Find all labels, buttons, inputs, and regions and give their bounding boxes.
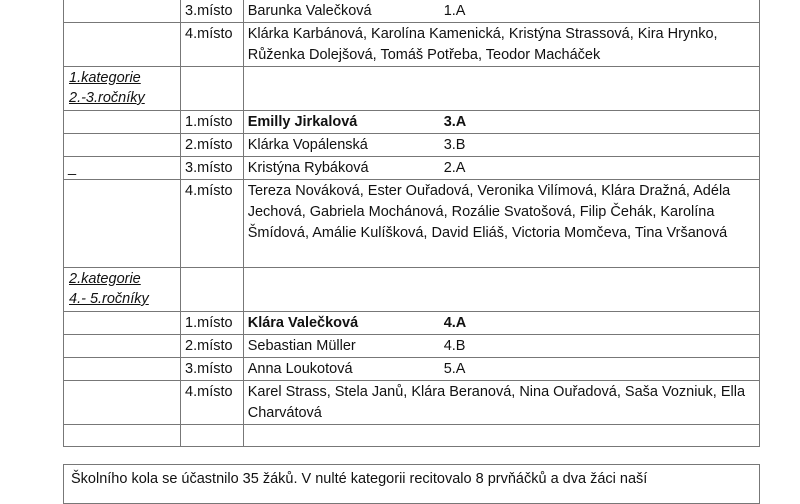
table-row xyxy=(64,67,760,111)
category-grades: 2.-3.ročníky xyxy=(69,90,145,106)
winner-name: Klárka Vopálenská xyxy=(247,137,368,153)
category-name: 2.kategorie xyxy=(69,271,141,287)
place-cell: 4.místo xyxy=(181,381,244,425)
category-name: 1.kategorie xyxy=(69,70,141,86)
winner-class: 3.B xyxy=(443,137,466,153)
table-row xyxy=(64,0,760,23)
winner-class: 1.A xyxy=(443,3,466,19)
winner-name: Sebastian Müller xyxy=(247,338,356,354)
winner-name: Klára Valečková xyxy=(247,315,359,331)
winner-cell xyxy=(243,134,759,157)
winner-class: 5.A xyxy=(443,361,466,377)
table-row xyxy=(64,312,760,335)
results-table xyxy=(63,0,760,447)
winner-cell xyxy=(243,335,759,358)
place-cell: 3.místo xyxy=(181,157,244,180)
table-row xyxy=(64,425,760,447)
place-cell: 2.místo xyxy=(181,335,244,358)
category-cell xyxy=(64,358,181,381)
table-row xyxy=(64,358,760,381)
table-row xyxy=(64,111,760,134)
place-cell: 3.místo xyxy=(181,0,244,23)
winner-class: 4.B xyxy=(443,338,466,354)
category-cell xyxy=(64,180,181,268)
category-label xyxy=(64,67,181,111)
winner-cell xyxy=(243,0,759,23)
place-cell: 4.místo xyxy=(181,23,244,67)
place-cell xyxy=(181,268,244,312)
winner-name: Barunka Valečková xyxy=(247,3,372,19)
participants-cell: Klárka Karbánová, Karolína Kamenická, Kristýna Strassová, Kira Hrynko, Růženka Dolejšová, Tomáš Potřeba, Teodor Macháček xyxy=(243,23,759,67)
category-cell xyxy=(64,0,181,23)
category-cell: _ xyxy=(64,157,181,180)
table-row xyxy=(64,134,760,157)
winner-name: Anna Loukotová xyxy=(247,361,353,377)
empty-cell xyxy=(64,425,181,447)
category-cell xyxy=(64,134,181,157)
place-cell: 4.místo xyxy=(181,180,244,268)
participants-cell: Tereza Nováková, Ester Ouřadová, Veronika Vilímová, Klára Dražná, Adéla Jechová, Gabriela Mochánová, Rozálie Svatošová, Filip Čehák, Karolína Šmídová, Amálie Kulíšková, David Eliáš, Victoria Momčeva, Tina Vršanová xyxy=(243,180,759,268)
category-label xyxy=(64,268,181,312)
table-row xyxy=(64,268,760,312)
winner-class: 4.A xyxy=(443,315,467,331)
winner-class: 3.A xyxy=(443,114,467,130)
place-cell: 2.místo xyxy=(181,134,244,157)
table-row xyxy=(64,381,760,425)
winner-cell xyxy=(243,111,759,134)
place-cell xyxy=(181,67,244,111)
winner-cell xyxy=(243,358,759,381)
place-cell: 1.místo xyxy=(181,111,244,134)
empty-cell xyxy=(181,425,244,447)
winner-class: 2.A xyxy=(443,160,466,176)
summary-note xyxy=(63,464,760,504)
category-cell xyxy=(64,335,181,358)
category-grades: 4.- 5.ročníky xyxy=(69,291,149,307)
place-cell: 1.místo xyxy=(181,312,244,335)
winner-name: Kristýna Rybáková xyxy=(247,160,369,176)
category-cell xyxy=(64,111,181,134)
category-cell xyxy=(64,23,181,67)
winner-name: Emilly Jirkalová xyxy=(247,114,358,130)
empty-cell xyxy=(243,268,759,312)
category-cell xyxy=(64,381,181,425)
empty-cell xyxy=(243,425,759,447)
table-row xyxy=(64,23,760,67)
category-cell xyxy=(64,312,181,335)
summary-text: Školního kola se účastnilo 35 žáků. V nulté kategorii recitovalo 8 prvňáčků a dva žáci naší xyxy=(71,471,648,487)
table-row xyxy=(64,335,760,358)
participants-cell: Karel Strass, Stela Janů, Klára Beranová, Nina Ouřadová, Saša Vozniuk, Ella Charvátová xyxy=(243,381,759,425)
empty-cell xyxy=(243,67,759,111)
place-cell: 3.místo xyxy=(181,358,244,381)
winner-cell xyxy=(243,157,759,180)
table-row xyxy=(64,180,760,268)
summary-text-cut-off xyxy=(71,490,752,504)
winner-cell xyxy=(243,312,759,335)
table-row xyxy=(64,157,760,180)
